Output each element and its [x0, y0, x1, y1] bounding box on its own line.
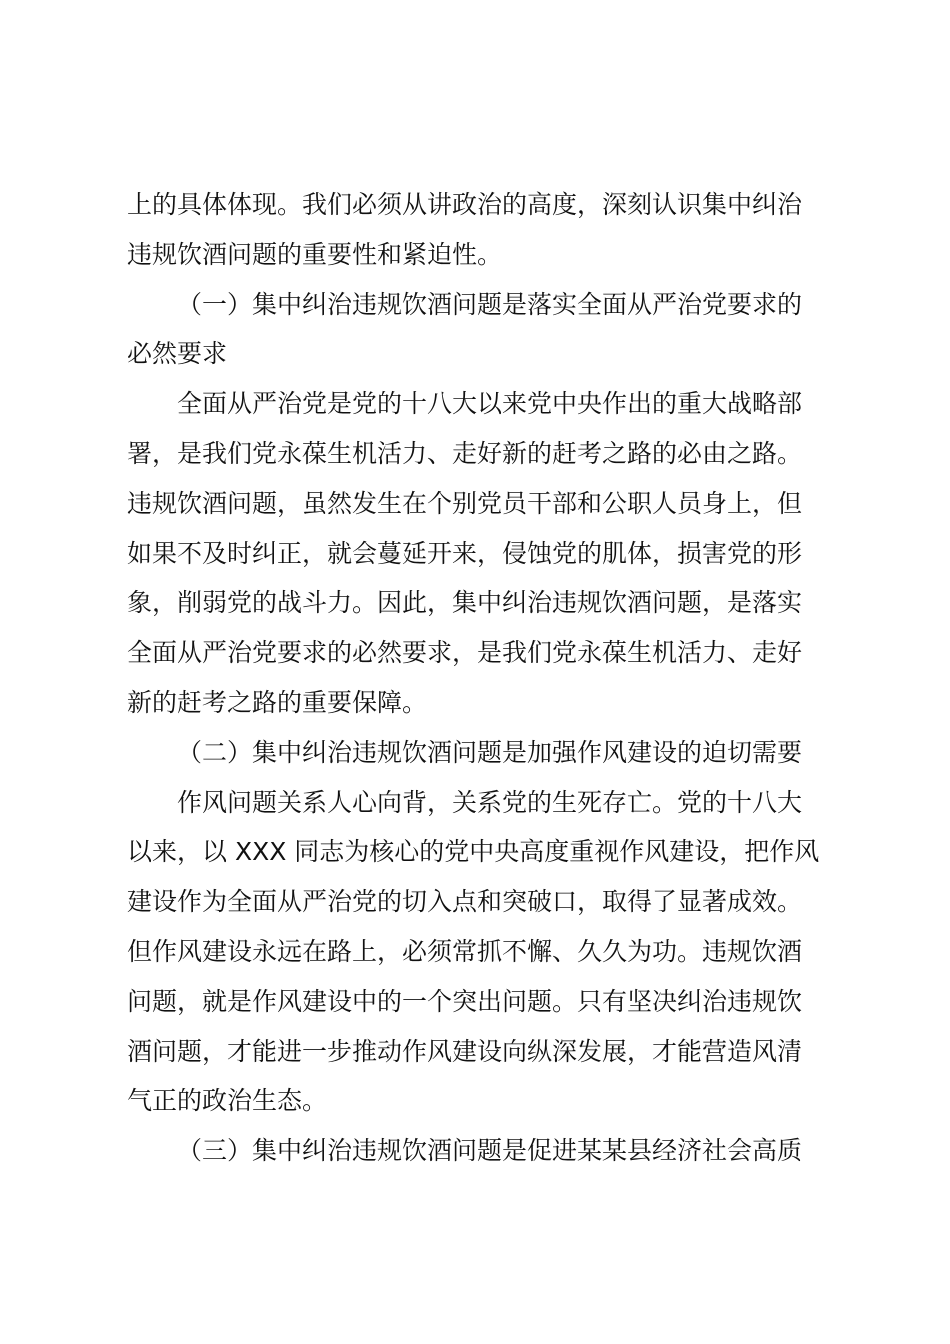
text-line: 违规饮酒问题的重要性和紧迫性。 [127, 239, 503, 269]
text-line: 气正的政治生态。 [127, 1086, 328, 1116]
text-line: 违规饮酒问题，虽然发生在个别党员干部和公职人员身上，但 [127, 488, 803, 518]
text-line: 全面从严治党是党的十八大以来党中央作出的重大战略部 [177, 389, 803, 419]
section-heading-1: （一）集中纠治违规饮酒问题是落实全面从严治党要求的 [177, 289, 803, 319]
text-line: 象，削弱党的战斗力。因此，集中纠治违规饮酒问题，是落实 [127, 588, 803, 618]
text-line: 作风问题关系人心向背，关系党的生死存亡。党的十八大 [177, 787, 803, 817]
section-heading-3: （三）集中纠治违规饮酒问题是促进某某县经济社会高质 [177, 1136, 803, 1166]
section-heading-1-cont: 必然要求 [127, 339, 228, 369]
text-line: 如果不及时纠正，就会蔓延开来，侵蚀党的肌体，损害党的形 [127, 538, 803, 568]
text-line: 上的具体体现。我们必须从讲政治的高度，深刻认识集中纠治 [127, 190, 803, 219]
text-line: 问题，就是作风建设中的一个突出问题。只有坚决纠治违规饮 [127, 986, 803, 1016]
section-heading-2: （二）集中纠治违规饮酒问题是加强作风建设的迫切需要 [177, 737, 803, 767]
body-text [127, 180, 832, 1176]
text-line: 以来，以 XXX 同志为核心的党中央高度重视作风建设，把作风 [127, 837, 820, 867]
text-line: 酒问题，才能进一步推动作风建设向纵深发展，才能营造风清 [127, 1036, 803, 1066]
text-line: 全面从严治党要求的必然要求，是我们党永葆生机活力、走好 [127, 638, 803, 668]
text-line: 建设作为全面从严治党的切入点和突破口，取得了显著成效。 [127, 887, 803, 917]
text-line: 但作风建设永远在路上，必须常抓不懈、久久为功。违规饮酒 [127, 936, 803, 966]
text-line: 新的赶考之路的重要保障。 [127, 687, 428, 717]
text-line: 署，是我们党永葆生机活力、走好新的赶考之路的必由之路。 [127, 438, 803, 468]
